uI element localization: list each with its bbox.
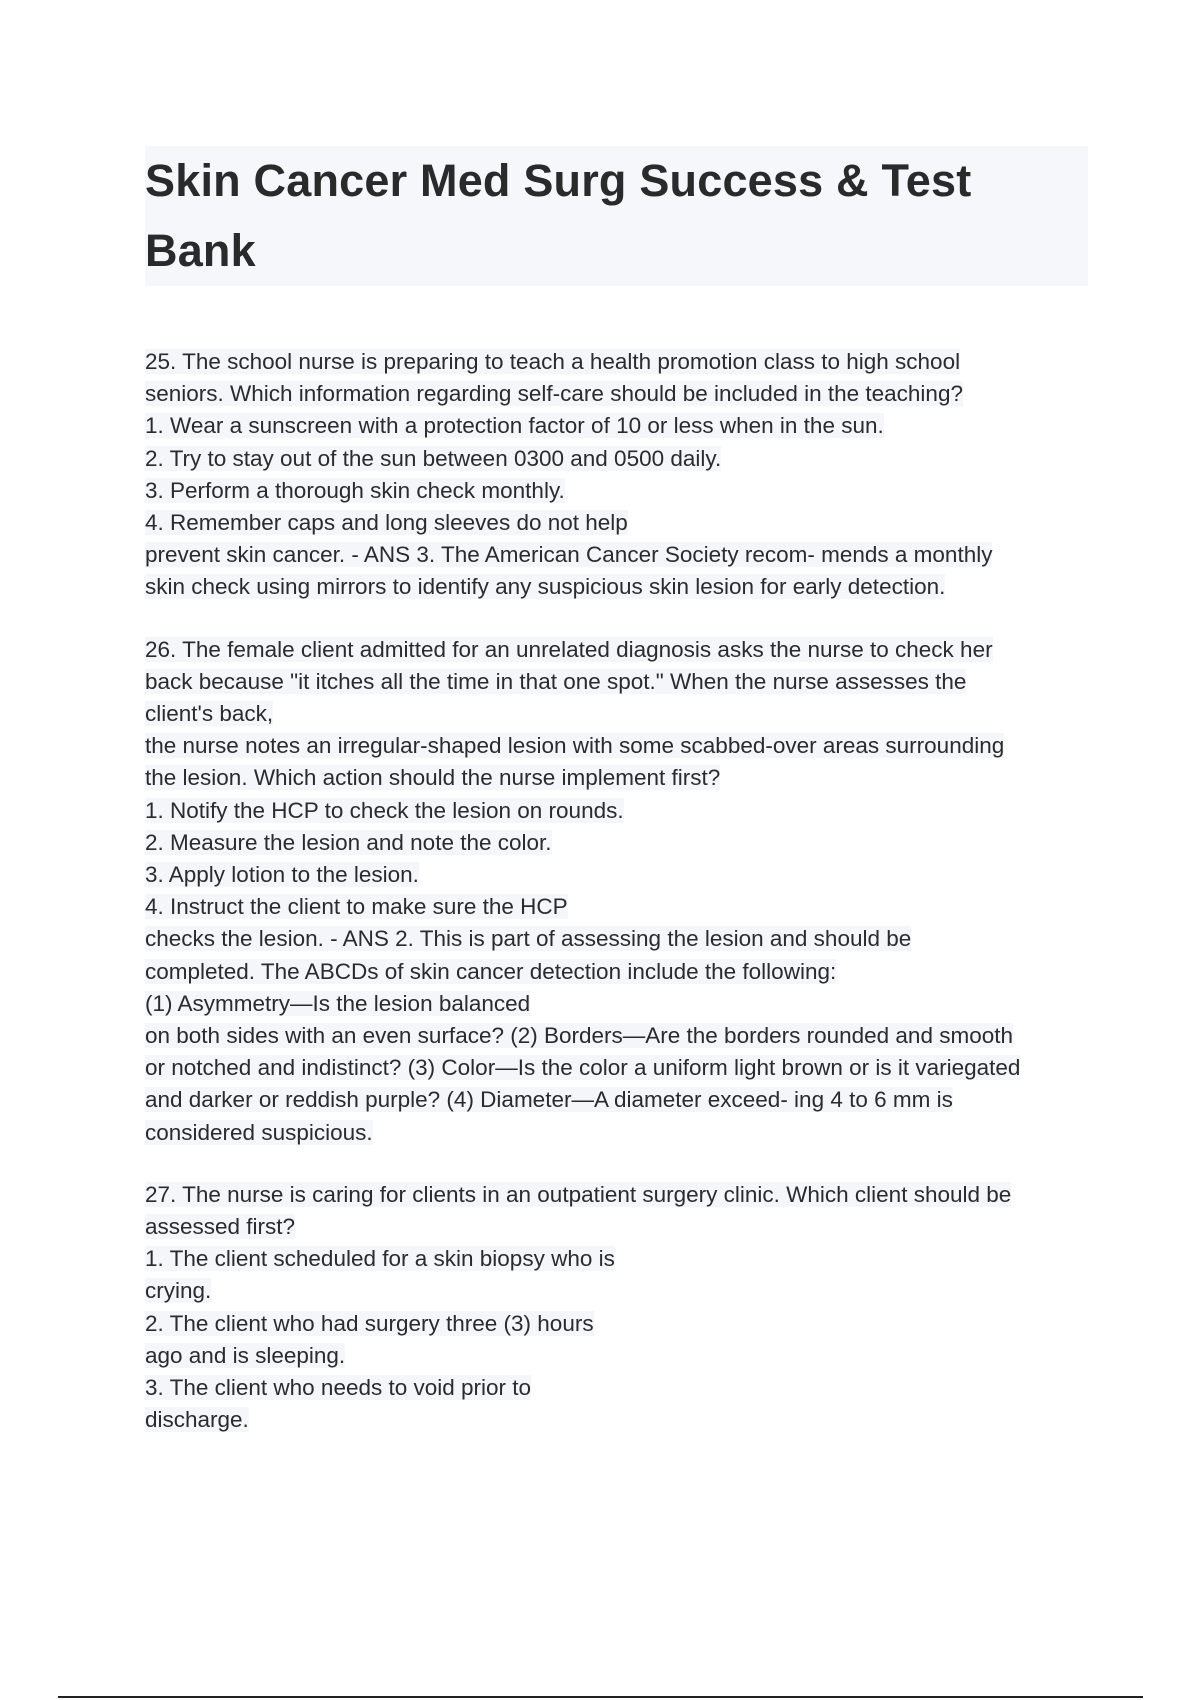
title-block [145,146,1088,286]
text-line: 26. The female client admitted for an unrelated diagnosis asks the nurse to check her [145,636,993,662]
text-line: considered suspicious. [145,1119,373,1145]
text-line: 1. Notify the HCP to check the lesion on rounds. [145,797,624,823]
text-line: 2. Try to stay out of the sun between 0300 and 0500 daily. [145,445,722,471]
text-line: discharge. [145,1407,249,1433]
question-26 [145,634,1090,1149]
text-line: skin check using mirrors to identify any suspicious skin lesion for early detection. [145,574,946,600]
document-body [145,346,1090,1437]
footer-rule [58,1696,1143,1698]
question-25 [145,346,1090,604]
text-line: 25. The school nurse is preparing to teach a health promotion class to high school [145,349,961,374]
text-line: client's back, [145,701,274,727]
document-title: Skin Cancer Med Surg Success & Test Bank [145,155,972,276]
text-line: 2. The client who had surgery three (3) hours [145,1310,594,1336]
text-line: 3. Apply lotion to the lesion. [145,862,419,888]
text-line: completed. The ABCDs of skin cancer detection include the following: [145,958,837,984]
text-line: and darker or reddish purple? (4) Diameter—A diameter exceed- ing 4 to 6 mm is [145,1087,953,1113]
text-line: ago and is sleeping. [145,1342,346,1368]
question-27 [145,1179,1090,1437]
text-line: prevent skin cancer. - ANS 3. The American Cancer Society recom- mends a monthly [145,542,993,568]
text-line: 2. Measure the lesion and note the color. [145,829,552,855]
text-line: 1. The client scheduled for a skin biopsy who is [145,1246,615,1272]
text-line: assessed first? [145,1214,296,1240]
text-line: 4. Instruct the client to make sure the HCP [145,894,568,920]
text-line: 3. The client who needs to void prior to [145,1375,532,1401]
text-line: 4. Remember caps and long sleeves do not help [145,510,628,536]
text-line: on both sides with an even surface? (2) Borders—Are the borders rounded and smooth [145,1023,1013,1049]
text-line: back because "it itches all the time in that one spot." When the nurse assesses the [145,668,967,694]
text-line: 1. Wear a sunscreen with a protection factor of 10 or less when in the sun. [145,413,884,439]
text-line: 27. The nurse is caring for clients in an outpatient surgery clinic. Which client should be [145,1181,1012,1207]
text-line: crying. [145,1278,212,1304]
text-line: the lesion. Which action should the nurse implement first? [145,765,721,791]
text-line: seniors. Which information regarding self-care should be included in the teaching? [145,381,963,407]
text-line: checks the lesion. - ANS 2. This is part of assessing the lesion and should be [145,926,912,952]
text-line: the nurse notes an irregular-shaped lesion with some scabbed-over areas surrounding [145,733,1005,759]
text-line: (1) Asymmetry—Is the lesion balanced [145,990,531,1016]
text-line: or notched and indistinct? (3) Color—Is the color a uniform light brown or is it variegated [145,1055,1021,1081]
text-line: 3. Perform a thorough skin check monthly. [145,477,565,503]
